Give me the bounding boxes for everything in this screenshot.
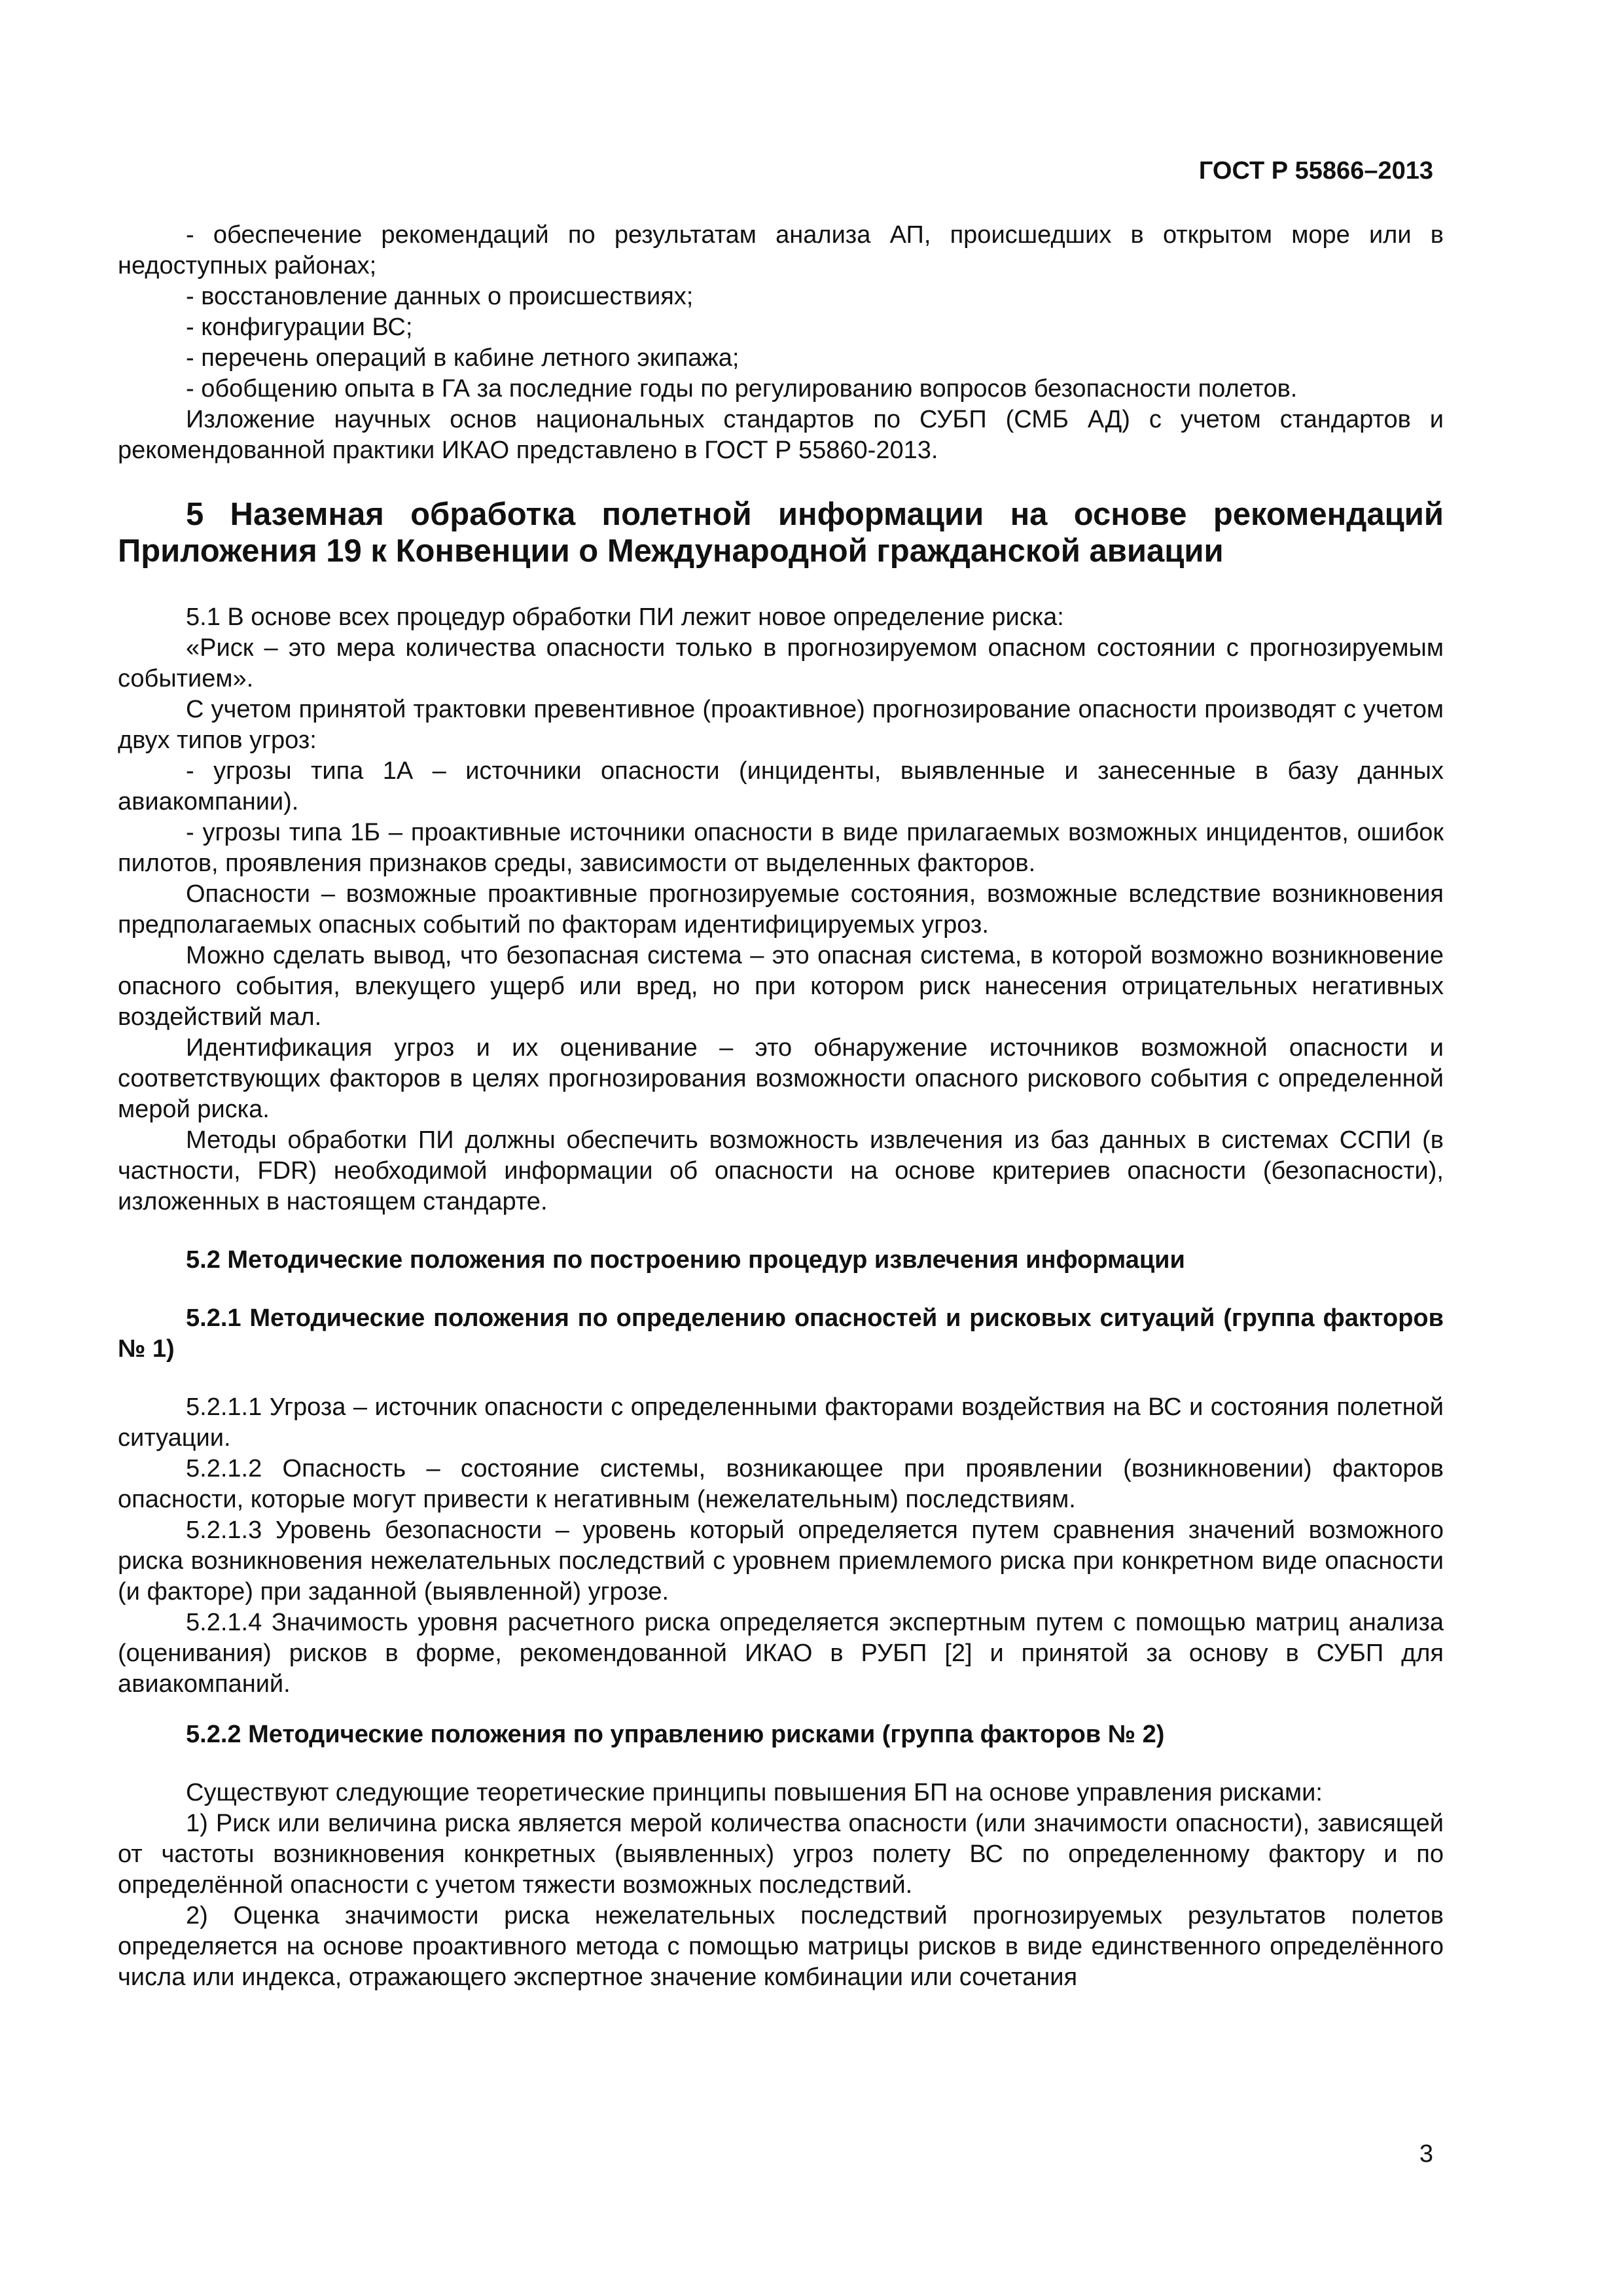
paragraph: - угрозы типа 1А – источники опасности (инциденты, выявленные и занесенные в базу данных авиакомпании). — [118, 757, 1444, 816]
intro-closing-paragraph: Изложение научных основ национальных стандартов по СУБП (СМБ АД) с учетом стандартов и рекомендованной практики ИКАО представлено в ГОСТ Р 55860-2013. — [118, 406, 1444, 464]
paragraph: «Риск – это мера количества опасности только в прогнозируемом опасном состоянии с прогнозируемым событием». — [118, 634, 1444, 692]
intro-item: - восстановление данных о происшествиях; — [186, 283, 694, 310]
paragraph: Методы обработки ПИ должны обеспечить возможность извлечения из баз данных в системах ССПИ (в частности, FDR) необходимой информации об опасности на основе критериев опасности (безопасности), изложенных в настоящем стандарте. — [118, 1126, 1444, 1215]
paragraph: Можно сделать вывод, что безопасная система – это опасная система, в которой возможно возникновение опасного события, влекущего ущерб или вред, но при котором риск нанесения отрицательных негативных воздействий мал. — [118, 942, 1444, 1031]
page-content — [118, 220, 1444, 1993]
intro-item: - обеспечение рекомендаций по результатам анализа АП, происшедших в открытом море или в недоступных районах; — [118, 221, 1444, 279]
intro-item: - конфигурации ВС; — [186, 314, 413, 341]
paragraph: 1) Риск или величина риска является мерой количества опасности (или значимости опасности), зависящей от частоты возникновения конкретных (выявленных) угроз полету ВС по определенному фактору и по определённой опасности с учетом тяжести возможных последствий. — [118, 1810, 1444, 1899]
paragraph: 5.2.1.3 Уровень безопасности – уровень который определяется путем сравнения значений возможного риска возникновения нежелательных последствий с уровнем приемлемого риска при конкретном виде опасности (и факторе) при заданной (выявленной) угрозе. — [118, 1516, 1444, 1605]
paragraph: - угрозы типа 1Б – проактивные источники опасности в виде прилагаемых возможных инцидентов, ошибок пилотов, проявления признаков среды, зависимости от выделенных факторов. — [118, 819, 1444, 877]
paragraph: Опасности – возможные проактивные прогнозируемые состояния, возможные вследствие возникновения предполагаемых опасных событий по факторам идентифицируемых угроз. — [118, 880, 1444, 939]
paragraph: 5.2.1.1 Угроза – источник опасности с определенными факторами воздействия на ВС и состояния полетной ситуации. — [118, 1393, 1444, 1452]
paragraph: С учетом принятой трактовки превентивное (проактивное) прогнозирование опасности производят с учетом двух типов угроз: — [118, 696, 1444, 754]
section-5-2-heading: 5.2 Методические положения по построению процедур извлечения информации — [186, 1246, 1185, 1274]
section-5-heading: 5 Наземная обработка полетной информации на основе рекомендаций Приложения 19 к Конвенции о Международной гражданской авиации — [118, 497, 1444, 569]
paragraph: 5.1 В основе всех процедур обработки ПИ лежит новое определение риска: — [186, 603, 1064, 631]
paragraph: Существуют следующие теоретические принципы повышения БП на основе управления рисками: — [186, 1779, 1323, 1806]
paragraph: Идентификация угроз и их оценивание – это обнаружение источников возможной опасности и соответствующих факторов в целях прогнозирования возможности опасного рискового события с определенной мерой риска. — [118, 1034, 1444, 1123]
paragraph: 2) Оценка значимости риска нежелательных последствий прогнозируемых результатов полетов определяется на основе проактивного метода с помощью матрицы рисков в виде единственного определённого числа или индекса, отражающего экспертное значение комбинации или сочетания — [118, 1902, 1444, 1991]
section-5-2-2-heading: 5.2.2 Методические положения по управлению рисками (группа факторов № 2) — [186, 1721, 1165, 1748]
intro-item: - обобщению опыта в ГА за последние годы по регулированию вопросов безопасности полетов. — [186, 375, 1298, 403]
standard-number: ГОСТ Р 55866–2013 — [1198, 157, 1433, 185]
intro-item: - перечень операций в кабине летного экипажа; — [186, 344, 740, 372]
page-number: 3 — [1419, 2140, 1433, 2168]
section-5-2-1-heading: 5.2.1 Методические положения по определению опасностей и рисковых ситуаций (группа факторов № 1) — [118, 1304, 1444, 1363]
paragraph: 5.2.1.2 Опасность – состояние системы, возникающее при проявлении (возникновении) факторов опасности, которые могут привести к негативным (нежелательным) последствиям. — [118, 1455, 1444, 1513]
paragraph: 5.2.1.4 Значимость уровня расчетного риска определяется экспертным путем с помощью матриц анализа (оценивания) рисков в форме, рекомендованной ИКАО в РУБП [2] и принятой за основу в СУБП для авиакомпаний. — [118, 1609, 1444, 1698]
